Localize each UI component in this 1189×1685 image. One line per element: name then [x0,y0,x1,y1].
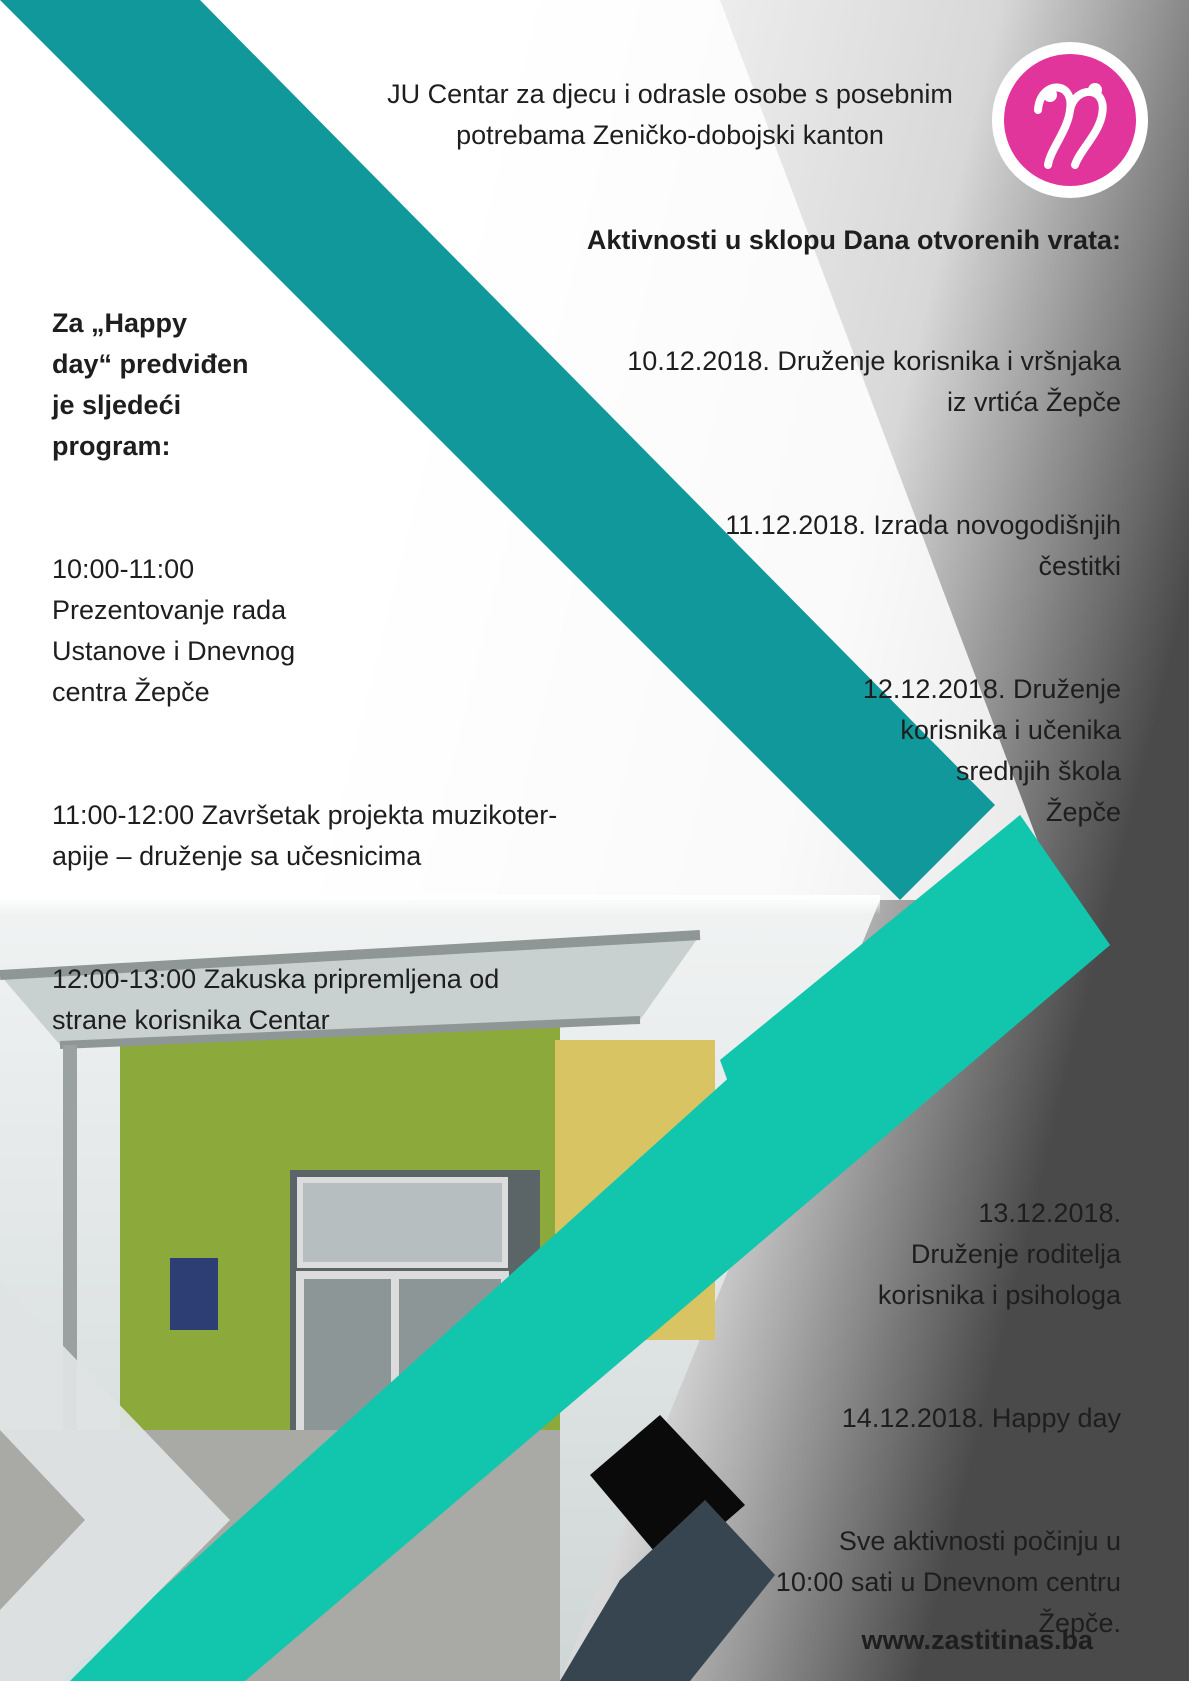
program-list [52,262,652,1082]
program-intro: Za „Happy day“ predviđen je sljedeći program: [52,308,249,461]
activities-title: Aktivnosti u sklopu Dana otvorenih vrata: [586,225,1121,255]
activity-item: 10.12.2018. Druženje korisnika i vršnjaka iz vrtića Žepče [627,346,1121,417]
activity-item: 12.12.2018. Druženje korisnika i učenika srednjih škola Žepče [862,674,1121,827]
program-item: 12:00-13:00 Zakuska pripremljena od strane korisnika Centar [52,964,500,1035]
website-link[interactable]: www.zastitinas.ba [861,1625,1093,1655]
program-item: 10:00-11:00 Prezentovanje rada Ustanove i Dnevnog centra Žepče [52,554,296,707]
organization-title: JU Centar za djecu i odrasle osobe s posebnim potrebama Zeničko-dobojski kanton [387,79,953,150]
heart-people-logo-icon [990,40,1150,200]
activities-list-lower [601,1152,1121,1685]
activity-item: 11.12.2018. Izrada novogodišnjih čestitki [725,510,1121,581]
activity-item: 13.12.2018. Druženje roditelja korisnika i psihologa [877,1198,1121,1310]
program-item: 11:00-12:00 Završetak projekta muzikoter- apije – druženje sa učesnicima [52,800,558,871]
activity-item: 14.12.2018. Happy day [841,1403,1121,1433]
activity-item: Sve aktivnosti počinju u 10:00 sati u Dnevnom centru Žepče. [775,1526,1121,1638]
